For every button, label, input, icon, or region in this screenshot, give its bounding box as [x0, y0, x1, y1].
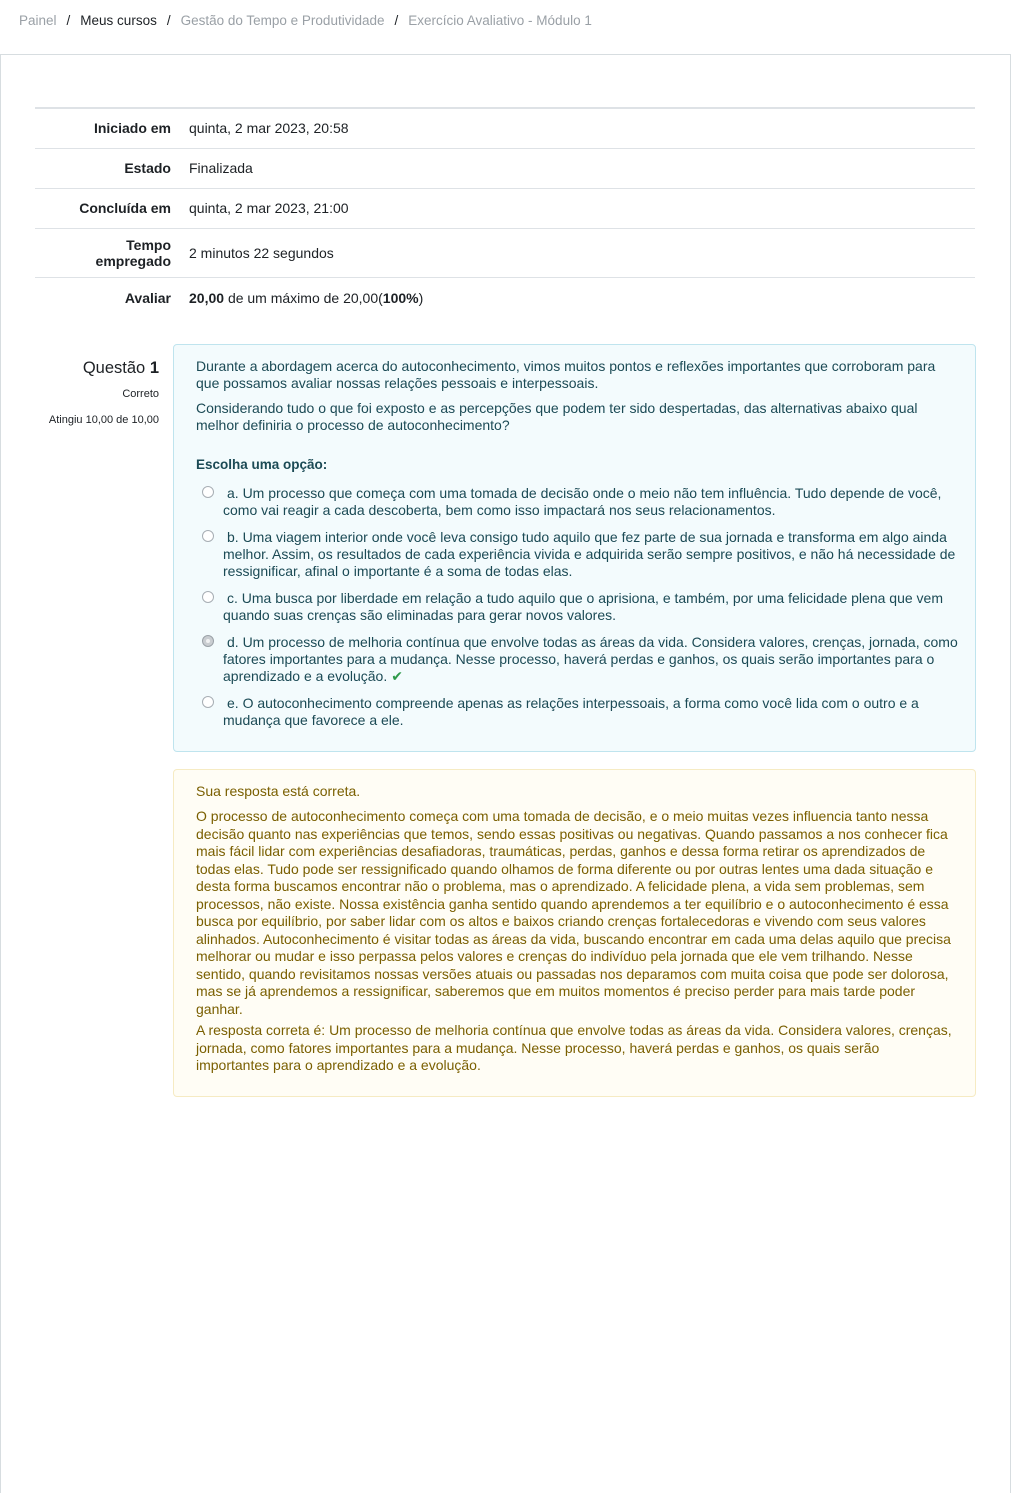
grade-middle: de um máximo de 20,00(: [227, 289, 383, 306]
breadcrumb-course-link[interactable]: Gestão do Tempo e Produtividade: [180, 12, 385, 28]
summary-row-time: [35, 228, 975, 277]
question-number: 1: [149, 359, 159, 377]
grade-end: ): [418, 289, 424, 306]
correct-check-icon: ✔: [391, 668, 403, 684]
answer-option-a-text: a. Um processo que começa com uma tomada de decisão onde o meio não tem influência. Tudo depende de você, como vai reagir a cada descoberta, bem como isso impactará nos seus relacionamentos.: [223, 485, 942, 518]
breadcrumb-separator: /: [166, 12, 171, 28]
feedback-correct-answer: A resposta correta é: Um processo de melhoria contínua que envolve todas as áreas da vida. Considera valores, crenças, jornada, como fatores importantes para a mudança. Nesse processo, haverá perdas e ganhos, os quais serão importantes para o aprendizado e a evolução.: [196, 1022, 952, 1073]
question-formulation: [173, 344, 976, 752]
radio-option-a[interactable]: [202, 486, 214, 498]
grade-score: 20,00: [189, 289, 225, 306]
answer-option-b-text: b. Uma viagem interior onde você leva consigo tudo aquilo que fez parte de sua jornada e transforma em algo ainda melhor. Assim, os resultados de cada experiência vivida e adquirida serão sempre positivos, e não há necessidade de ressignificar, afinal o importante é a soma de todas elas.: [223, 529, 956, 579]
feedback-status: Sua resposta está correta.: [196, 783, 361, 799]
answer-option-d-label: d. Um processo de melhoria contínua que envolve todas as áreas da vida. Considera valores, crenças, jornada, como fatores importantes para a mudança. Nesse processo, haverá perdas e ganhos, os quais serão importantes para o aprendizado e a evolução.: [223, 634, 958, 684]
attempt-summary-table: [35, 107, 975, 318]
grade-value: [189, 277, 975, 318]
time-taken-value: 2 minutos 22 segundos: [189, 244, 334, 261]
radio-option-c[interactable]: [202, 591, 214, 603]
question-state: Correto: [122, 388, 159, 400]
summary-row-state: [35, 148, 975, 188]
question-text-intro: Durante a abordagem acerca do autoconhecimento, vimos muitos pontos e reflexões importantes que corroboram para que possamos avaliar nossas relações pessoais e interpessoais.: [196, 358, 936, 391]
answer-option-c-text: c. Uma busca por liberdade em relação a tudo aquilo que o aprisiona, e também, por uma felicidade plena que vem quando suas crenças são eliminadas para gerar novos valores.: [223, 590, 943, 623]
question-info: [31, 359, 159, 426]
started-label: Iniciado em: [93, 120, 171, 137]
completed-label: Concluída em: [79, 200, 171, 216]
state-label: Estado: [124, 160, 171, 176]
grade-label: Avaliar: [124, 289, 171, 306]
summary-row-completed: [35, 188, 975, 228]
summary-row-grade: [35, 277, 975, 318]
summary-row-started: [35, 108, 975, 148]
breadcrumb: [19, 10, 592, 30]
feedback-explanation: O processo de autoconhecimento começa com uma tomada de decisão, e o meio muitas vezes influencia tanto nessa decisão quanto nas experiências que temos, sendo essas positivas ou negativas. Quando passamos a nos conhecer fica mais fácil lidar com experiências desafiadoras, traumáticas, perdas, ganhos e dessa forma retirar os aprendizados de todas elas. Tudo pode ser ressignificado quando olhamos de forma diferente ou por outras lentes uma dada situação e desta forma buscamos encontrar não o problema, mas o aprendizado. A felicidade plena, a vida sem problemas, sem processos, não existe. Nossa existência ganha sentido quando aprendemos a ter equilíbrio e o autoconhecimento é essa busca por equilíbrio, por saber lidar com os altos e baixos criando crenças fortalecedoras e vivendo com seus valores alinhados. Autoconhecimento é visitar todas as áreas da vida, buscando encontrar em cada uma delas aquilo que precisa melhorar ou mudar e isso perpassa pelos valores e crenças do indivíduo pela jornada que ele vem trilhando. Nesse sentido, quando revisitamos nossas versões atuais ou passadas nos deparamos com muita coisa que pode ser dolorosa, mas se já aprendemos a ressignificar, saberemos que em muitos momentos é preciso perder para mais tarde poder ganhar.: [196, 808, 951, 1017]
radio-option-e[interactable]: [202, 696, 214, 708]
breadcrumb-separator: /: [66, 12, 71, 28]
question-title: [31, 359, 159, 378]
main-content-panel: [0, 54, 1011, 1493]
breadcrumb-separator: /: [394, 12, 399, 28]
question-feedback: [173, 769, 976, 1097]
started-value: quinta, 2 mar 2023, 20:58: [189, 120, 349, 137]
time-taken-label-line1: Tempo: [126, 236, 171, 253]
radio-option-b[interactable]: [202, 530, 214, 542]
time-taken-label-line2: empregado: [95, 252, 171, 269]
question-text-prompt: Considerando tudo o que foi exposto e as percepções que podem ter sido despertadas, das alternativas abaixo qual melhor definiria o processo de autoconhecimento?: [196, 400, 918, 433]
question-grade: Atingiu 10,00 de 10,00: [48, 414, 159, 426]
radio-option-d-selected[interactable]: [202, 635, 214, 647]
answer-option-d-text: [223, 634, 958, 685]
answer-option-e-text: e. O autoconhecimento compreende apenas as relações interpessoais, a forma como você lida com o outro e a mudança que favorece a ele.: [223, 695, 919, 728]
question-title-prefix: Questão: [82, 359, 146, 377]
breadcrumb-my-courses-link[interactable]: Meus cursos: [80, 12, 157, 28]
completed-value: quinta, 2 mar 2023, 21:00: [189, 200, 349, 216]
breadcrumb-quiz-link[interactable]: Exercício Avaliativo - Módulo 1: [408, 12, 592, 28]
choose-option-label: Escolha uma opção:: [196, 457, 328, 472]
time-taken-label: [35, 228, 189, 277]
state-value: Finalizada: [189, 160, 253, 176]
breadcrumb-dashboard-link[interactable]: Painel: [19, 12, 57, 28]
grade-percent: 100%: [382, 289, 419, 306]
